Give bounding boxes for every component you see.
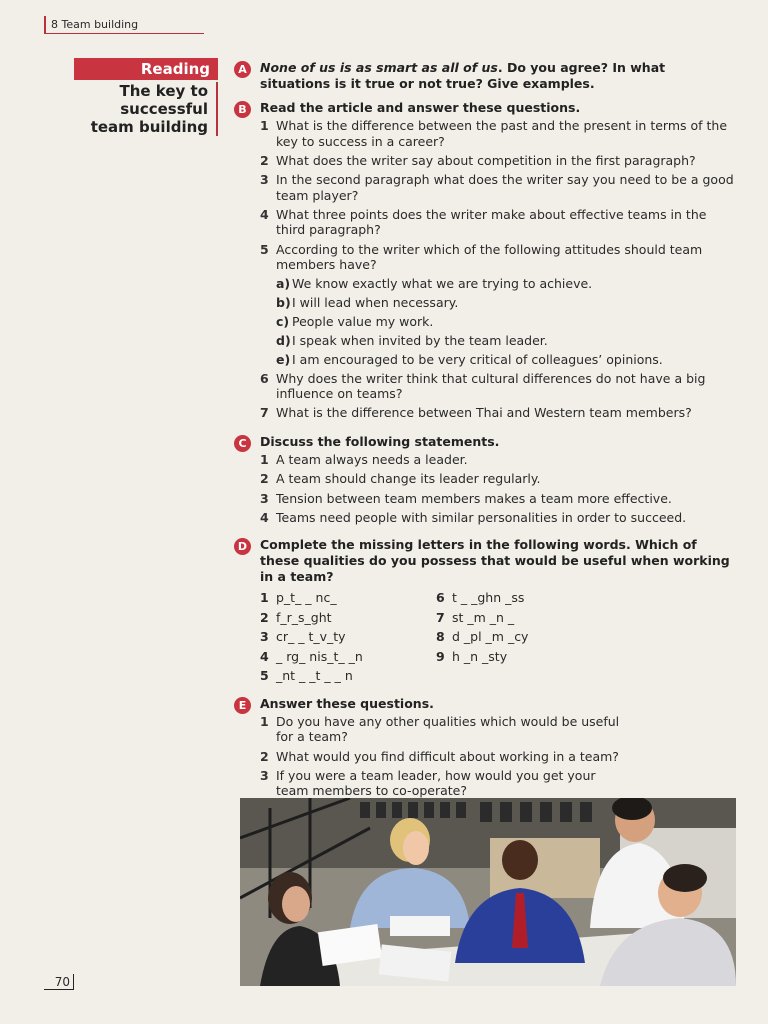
question-list — [260, 714, 620, 799]
item-number: 5 — [260, 668, 269, 684]
word-item — [260, 627, 436, 647]
section-instruction: Complete the missing letters in the following words. Which of these qualities do you possess that would be useful when working in a team? — [260, 537, 730, 585]
question-text: Why does the writer think that cultural differences do not have a big influence on teams? — [276, 370, 706, 402]
item-number: 3 — [260, 172, 269, 188]
question-text: In the second paragraph what does the writer say you need to be a good team player? — [276, 172, 734, 203]
word-item — [436, 627, 636, 647]
word-grid — [260, 588, 738, 686]
item-number: 1 — [260, 590, 269, 606]
page-number: 70 — [44, 974, 74, 990]
item-number: 3 — [260, 490, 269, 506]
question-item — [260, 118, 738, 149]
title-box — [74, 58, 218, 136]
unit-title: Team building — [61, 18, 139, 31]
item-number: 5 — [260, 241, 269, 257]
quote-text: None of us is as smart as all of us — [260, 60, 498, 75]
statement-text: A team always needs a leader. — [276, 451, 468, 467]
section-instruction: Answer these questions. — [260, 695, 434, 711]
word-text: p_t_ _ nc_ — [276, 590, 337, 606]
exercise-content — [234, 60, 738, 803]
statement-text: Teams need people with similar personalities in order to succeed. — [276, 509, 687, 525]
item-number: 1 — [260, 713, 269, 729]
team-meeting-photo — [240, 798, 736, 986]
option-text: People value my work. — [292, 313, 434, 329]
title-line: The key to — [119, 82, 208, 100]
section-instruction: Discuss the following statements. — [260, 433, 500, 449]
item-number: 3 — [260, 629, 269, 645]
question-item — [260, 242, 738, 367]
option-item — [276, 352, 738, 367]
section-b — [234, 100, 738, 421]
option-text: I am encouraged to be very critical of colleagues’ opinions. — [292, 351, 663, 367]
statement-text: A team should change its leader regularly. — [276, 471, 541, 487]
section-badge: E — [234, 697, 251, 714]
option-list — [276, 276, 738, 367]
item-number: 4 — [260, 509, 269, 525]
statement-item — [260, 471, 738, 487]
statement-item — [260, 491, 738, 507]
section-c — [234, 434, 738, 525]
section-badge: C — [234, 435, 251, 452]
question-list — [260, 118, 738, 421]
item-number: 6 — [260, 370, 269, 386]
word-text: st _m _n _ — [452, 609, 515, 625]
item-number: 7 — [436, 609, 445, 625]
option-label: e) — [276, 351, 291, 367]
question-text: According to the writer which of the following attitudes should team members have? — [276, 241, 703, 273]
question-text: Do you have any other qualities which would be useful for a team? — [276, 713, 620, 745]
statement-item — [260, 452, 738, 468]
question-text: What is the difference between the past and the present in terms of the key to success in a career? — [276, 118, 728, 149]
question-text: What is the difference between Thai and Western team members? — [276, 405, 692, 421]
question-item — [260, 172, 738, 203]
option-label: d) — [276, 332, 291, 348]
item-number: 2 — [260, 471, 269, 487]
item-number: 8 — [436, 629, 445, 645]
item-number: 2 — [260, 609, 269, 625]
option-label: a) — [276, 275, 291, 291]
section-d — [234, 537, 738, 686]
section-badge: D — [234, 538, 251, 555]
running-header — [44, 16, 204, 34]
option-text: I speak when invited by the team leader. — [292, 332, 548, 348]
question-text: If you were a team leader, how would you get your team members to co-operate? — [276, 767, 596, 799]
word-item — [436, 608, 636, 628]
option-item — [276, 333, 738, 348]
word-item — [260, 647, 436, 667]
option-label: c) — [276, 313, 290, 329]
option-item — [276, 314, 738, 329]
item-number: 4 — [260, 648, 269, 664]
item-number: 2 — [260, 152, 269, 168]
word-item — [436, 647, 636, 667]
item-number: 4 — [260, 206, 269, 222]
section-badge: B — [234, 101, 251, 118]
question-item — [260, 768, 620, 799]
statement-list — [260, 452, 738, 525]
word-item — [260, 588, 436, 608]
word-text: f_r_s_ght — [276, 609, 332, 625]
question-item — [260, 749, 620, 765]
question-item — [260, 714, 620, 745]
title-line: successful — [120, 100, 208, 118]
word-text: cr_ _ t_v_ty — [276, 629, 346, 645]
reading-tag: Reading — [74, 58, 218, 80]
option-text: I will lead when necessary. — [292, 294, 459, 310]
item-number: 6 — [436, 590, 445, 606]
word-item — [260, 666, 436, 686]
option-label: b) — [276, 294, 291, 310]
section-badge: A — [234, 61, 251, 78]
option-item — [276, 276, 738, 291]
instruction-text: . Do you agree? In what situations is it true or not true? Give examples. — [260, 60, 666, 91]
word-text: h _n _sty — [452, 648, 508, 664]
word-item — [436, 588, 636, 608]
chapter-number: 8 — [51, 18, 58, 31]
statement-text: Tension between team members makes a team more effective. — [276, 490, 672, 506]
option-item — [276, 295, 738, 310]
word-text: t _ _ghn _ss — [452, 590, 525, 606]
question-item — [260, 153, 738, 169]
section-instruction: Read the article and answer these questions. — [260, 100, 581, 115]
item-number: 9 — [436, 648, 445, 664]
question-text: What would you find difficult about working in a team? — [276, 748, 619, 764]
question-text: What three points does the writer make about effective teams in the third paragraph? — [276, 206, 707, 238]
word-text: _ rg_ nis_t_ _n — [276, 648, 363, 664]
page-title — [74, 82, 218, 136]
item-number: 1 — [260, 118, 269, 133]
word-item — [260, 608, 436, 628]
question-item — [260, 207, 738, 238]
item-number: 7 — [260, 405, 269, 421]
statement-item — [260, 510, 738, 526]
section-e — [234, 696, 738, 799]
section-instruction — [260, 60, 738, 92]
item-number: 1 — [260, 451, 269, 467]
item-number: 3 — [260, 767, 269, 783]
word-text: _nt _ _t _ _ n — [276, 668, 353, 684]
section-a — [234, 60, 738, 92]
title-line: team building — [90, 118, 208, 136]
question-item — [260, 405, 738, 421]
item-number: 2 — [260, 748, 269, 764]
question-text: What does the writer say about competition in the first paragraph? — [276, 152, 696, 168]
question-item — [260, 371, 738, 402]
word-text: d _pl _m _cy — [452, 629, 529, 645]
option-text: We know exactly what we are trying to achieve. — [292, 275, 593, 291]
